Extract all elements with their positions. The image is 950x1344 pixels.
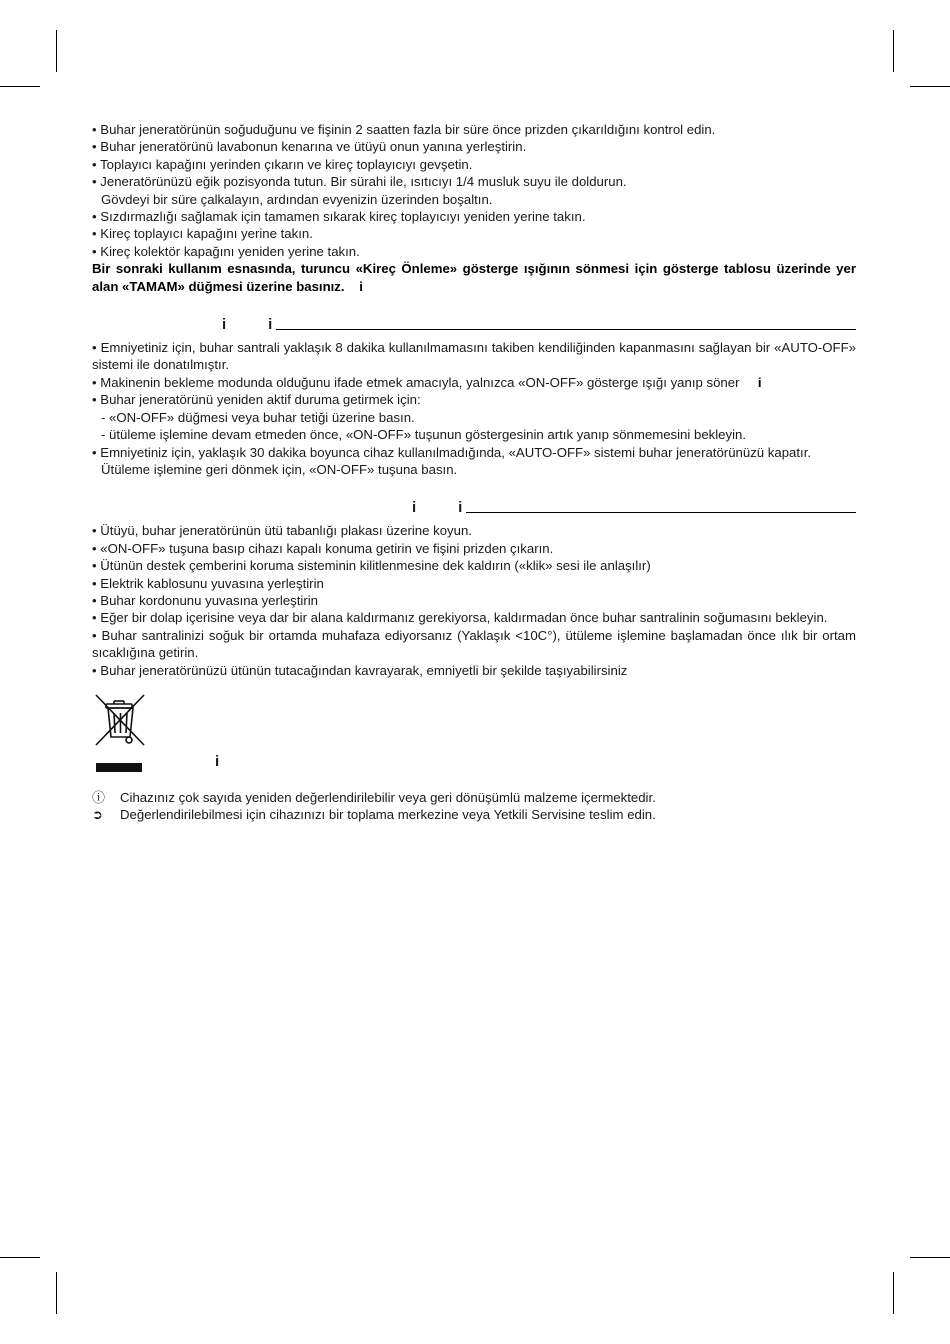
- bullet-line: • Jeneratörünüzü eğik pozisyonda tutun. Bir sürahi ile, ısıtıcıyı 1/4 musluk suyu ile doldurun.: [92, 174, 627, 190]
- bullet-line: • Buhar santralinizi soğuk bir ortamda muhafaza ediyorsanız (Yaklaşık <10C°), ütüleme işlemine başlamadan önce ılık bir ortam sıcaklığına getirin.: [92, 627, 856, 661]
- crop-mark: [893, 1272, 894, 1314]
- bullet-line: • Ütüyü, buhar jeneratörünün ütü tabanlığı plakası üzerine koyun.: [92, 523, 472, 539]
- curved-arrow-icon: ➲: [92, 807, 103, 823]
- auto-off-section: [92, 339, 856, 478]
- bold-instruction-tail: i: [359, 278, 363, 294]
- heading-char: i: [412, 498, 417, 516]
- recycle-tip: [92, 789, 856, 806]
- crop-mark: [56, 30, 57, 72]
- bullet-line: • Buhar jeneratörünüzü ütünün tutacağından kavrayarak, emniyetli bir şekilde taşıyabilirsiniz: [92, 662, 628, 678]
- heading-rule: [276, 329, 856, 330]
- recycle-tip: [92, 806, 856, 823]
- storage-section: [92, 522, 856, 679]
- crop-mark: [56, 1272, 57, 1314]
- descaling-section: [92, 121, 856, 295]
- bold-instruction-text: Bir sonraki kullanım esnasında, turuncu «Kireç Önleme» gösterge ışığının sönmesi için gösterge tablosu üzerinde yer alan «TAMAM» düğmesi üzerine basınız.: [92, 261, 856, 294]
- crop-mark: [0, 86, 40, 87]
- bullet-line: • Emniyetiniz için, buhar santrali yaklaşık 8 dakika kullanılmamasını takiben kendiliğinden kapanmasını sağlayan bir «AUTO-OFF» sistemi ile donatılmıştır.: [92, 340, 856, 373]
- weee-section: [92, 693, 856, 789]
- bullet-line: • Buhar jeneratörünün soğuduğunu ve fişinin 2 saatten fazla bir süre önce prizden çıkarıldığını kontrol edin.: [92, 122, 716, 137]
- bullet-continuation: Ütüleme işlemine geri dönmek için, «ON-OFF» tuşuna basın.: [101, 461, 458, 477]
- heading-char: i: [222, 315, 227, 333]
- weee-heading-char: i: [215, 752, 220, 770]
- crossed-out-wheelie-bin-icon: [94, 693, 146, 747]
- heading-rule: [466, 512, 856, 513]
- bullet-line: • Toplayıcı kapağını yerinden çıkarın ve kireç toplayıcıyı gevşetin.: [92, 156, 473, 172]
- bullet-line: • Sızdırmazlığı sağlamak için tamamen sıkarak kireç toplayıcıyı yeniden yerine takın.: [92, 209, 586, 225]
- bullet-line: • Emniyetiniz için, yaklaşık 30 dakika boyunca cihaz kullanılmadığında, «AUTO-OFF» sistemi buhar jeneratörünüzü kapatır.: [92, 444, 812, 460]
- crop-mark: [893, 30, 894, 72]
- bullet-tail: i: [757, 374, 762, 390]
- bullet-line: • Elektrik kablosunu yuvasına yerleştirin: [92, 575, 324, 591]
- sub-item: - «ON-OFF» düğmesi veya buhar tetiği üzerine basın.: [101, 409, 415, 425]
- weee-bar: [96, 763, 142, 772]
- section-heading-storage: [92, 496, 856, 516]
- bullet-line: • Buhar kordonunu yuvasına yerleştirin: [92, 592, 318, 608]
- tip-text: Değerlendirilebilmesi için cihazınızı bir toplama merkezine veya Yetkili Servisine teslim edin.: [120, 807, 656, 823]
- bullet-line: • Buhar jeneratörünü yeniden aktif duruma getirmek için:: [92, 392, 421, 408]
- heading-char: i: [458, 498, 463, 516]
- bullet-text: • Makinenin bekleme modunda olduğunu ifade etmek amacıyla, yalnızca «ON-OFF» gösterge ışığı yanıp söner: [92, 374, 740, 390]
- crop-mark: [910, 86, 950, 87]
- bullet-line: • Ütünün destek çemberini koruma sisteminin kilitlenmesine dek kaldırın («klik» sesi ile anlaşılır): [92, 558, 651, 574]
- bullet-line: • Kireç toplayıcı kapağını yerine takın.: [92, 226, 313, 242]
- sub-item: - ütüleme işlemine devam etmeden önce, «ON-OFF» tuşunun göstergesinin artık yanıp sönmemesini bekleyin.: [101, 427, 747, 443]
- section-heading-auto-off: [92, 313, 856, 333]
- manual-page-content: [92, 121, 856, 824]
- bullet-line: • Buhar jeneratörünü lavabonun kenarına ve ütüyü onun yanına yerleştirin.: [92, 139, 527, 155]
- heading-char: i: [268, 315, 273, 333]
- bullet-line: • «ON-OFF» tuşuna basıp cihazı kapalı konuma getirin ve fişini prizden çıkarın.: [92, 540, 554, 556]
- bold-instruction: [92, 260, 856, 295]
- bullet-line: [92, 374, 856, 391]
- info-circle-icon: ⓘ: [92, 789, 106, 805]
- bullet-line: • Kireç kolektör kapağını yeniden yerine takın.: [92, 243, 360, 259]
- tip-text: Cihazınız çok sayıda yeniden değerlendirilebilir veya geri dönüşümlü malzeme içermektedir.: [120, 789, 656, 805]
- crop-mark: [0, 1257, 40, 1258]
- bullet-continuation: Gövdeyi bir süre çalkalayın, ardından evyenizin üzerinden boşaltın.: [101, 191, 493, 207]
- bullet-line: • Eğer bir dolap içerisine veya dar bir alana kaldırmanız gerekiyorsa, kaldırmadan önce buhar santralinin soğumasını bekleyin.: [92, 610, 828, 626]
- crop-mark: [910, 1257, 950, 1258]
